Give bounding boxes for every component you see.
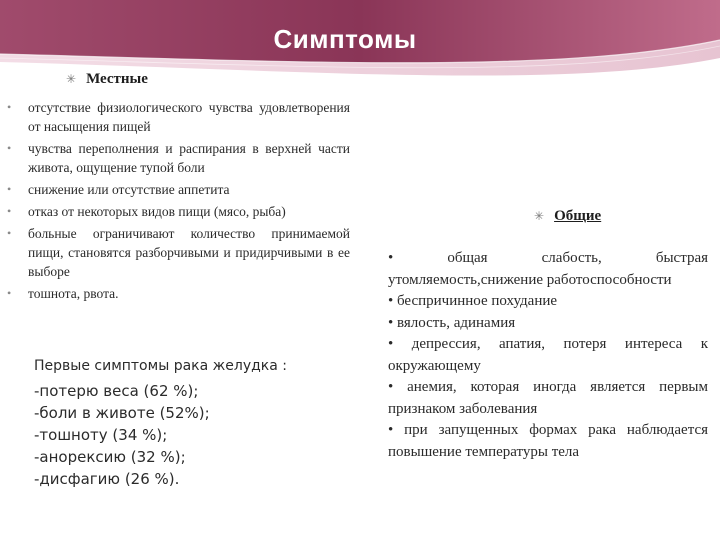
list-item: [0, 202, 350, 221]
general-item: • беспричинное похудание: [388, 293, 558, 309]
first-symptom-line: -боли в животе (52%);: [34, 404, 210, 422]
local-heading: [66, 71, 148, 88]
list-item: [0, 284, 350, 303]
general-item: • при запущенных формах рака наблюдается повышение температуры тела: [388, 422, 708, 460]
list-item: [0, 224, 350, 281]
local-heading-label: Местные: [86, 71, 148, 87]
general-item: • анемия, которая иногда является первым признаком заболевания: [388, 379, 708, 417]
general-item: • общая слабость, быстрая утомляемость,снижение работоспособности: [388, 250, 708, 288]
bullet-icon: •: [7, 286, 12, 300]
first-symptom-line: -анорексию (32 %);: [34, 448, 186, 466]
list-item-text: снижение или отсутствие аппетита: [28, 182, 230, 197]
list-item-text: отсутствие физиологического чувства удовлетворения от насыщения пищей: [28, 100, 350, 134]
list-item: [0, 139, 350, 177]
first-symptom-line: -тошноту (34 %);: [34, 426, 168, 444]
list-item-text: отказ от некоторых видов пищи (мясо, рыба): [28, 204, 286, 219]
first-symptom-line: -потерю веса (62 %);: [34, 382, 199, 400]
bullet-icon: •: [7, 204, 12, 218]
list-item: [0, 180, 350, 199]
general-symptoms-list: [388, 248, 708, 463]
list-item: [0, 98, 350, 136]
list-item-text: больные ограничивают количество принимаемой пищи, становятся разборчивыми и придирчивыми в ее выборе: [28, 226, 350, 279]
local-symptoms-list: [0, 98, 350, 306]
first-symptoms-title: Первые симптомы рака желудка :: [34, 358, 287, 374]
general-heading: [534, 208, 601, 225]
bullet-icon: •: [7, 141, 12, 155]
bullet-icon: •: [7, 226, 12, 240]
general-heading-label: Общие: [554, 208, 602, 224]
first-symptom-line: -дисфагию (26 %).: [34, 470, 180, 488]
bullet-icon: •: [7, 182, 12, 196]
general-item: • депрессия, апатия, потеря интереса к окружающему: [388, 336, 708, 374]
slide-title: Симптомы: [273, 24, 417, 54]
asterisk-icon: ✳: [534, 209, 545, 223]
list-item-text: чувства переполнения и распирания в верхней части живота, ощущение тупой боли: [28, 141, 350, 175]
bullet-icon: •: [7, 100, 12, 114]
general-item: • вялость, адинамия: [388, 314, 516, 331]
list-item-text: тошнота, рвота.: [28, 286, 119, 301]
asterisk-icon: ✳: [66, 72, 77, 86]
first-symptoms-block: [34, 358, 334, 490]
